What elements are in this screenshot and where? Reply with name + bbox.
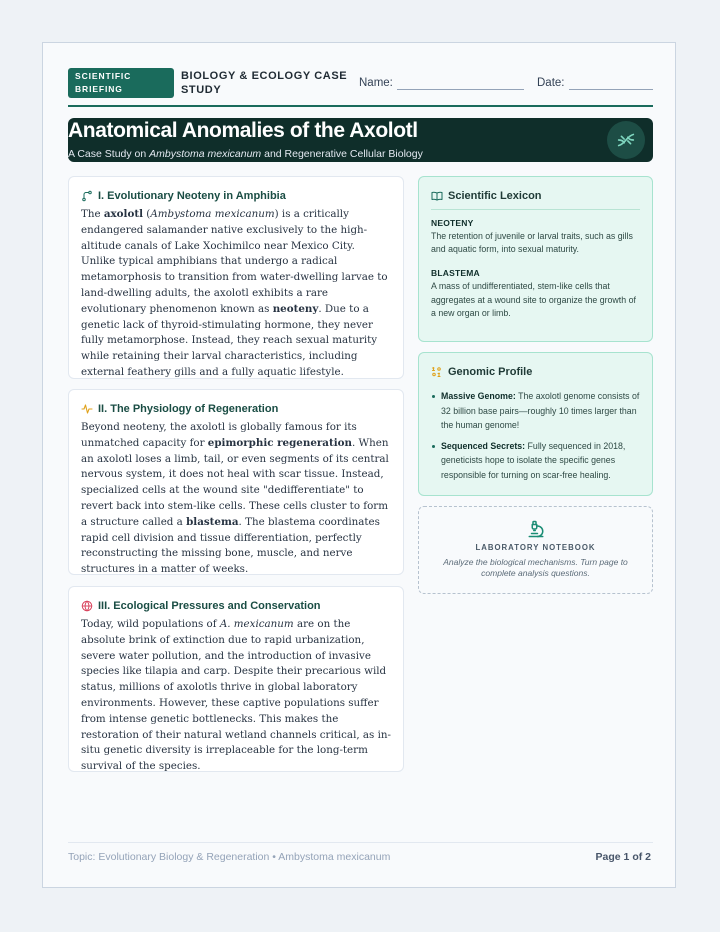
branch-icon (81, 190, 93, 202)
section-regeneration (68, 389, 404, 575)
item-label: Sequenced Secrets: (441, 440, 526, 451)
section-body (81, 617, 391, 775)
lexicon-heading-text: Scientific Lexicon (448, 190, 542, 202)
list-item (441, 439, 640, 483)
body-text: . The blastema coordinates rapid cell division and tissue differentiation, perfectly reconstructing the missing bone, muscle, and nerve structures in a matter of weeks. (81, 515, 380, 576)
lexicon-entry (431, 218, 640, 256)
lexicon-entry (431, 268, 640, 320)
subtitle-species: Ambystoma mexicanum (149, 148, 262, 160)
item-text: The axolotl genome consists of 32 billion base pairs—roughly 10 times larger than the human genome! (441, 391, 640, 431)
body-italic: A. mexicanum (219, 618, 294, 630)
microscope-icon (527, 520, 545, 538)
lab-notebook-callout (418, 506, 653, 594)
subject-label: BIOLOGY & ECOLOGY CASE STUDY (181, 70, 348, 96)
genomic-heading-text: Genomic Profile (448, 366, 533, 378)
footer-divider (68, 842, 653, 843)
dna-icon (607, 121, 645, 159)
briefing-badge: SCIENTIFIC BRIEFING (68, 68, 174, 98)
lexicon-term: NEOTENY (431, 218, 474, 228)
body-text: ( (143, 208, 151, 220)
book-icon (431, 190, 443, 202)
section-body (81, 207, 391, 381)
pulse-icon (81, 403, 93, 415)
section-body (81, 420, 391, 578)
item-text: Fully sequenced in 2018, geneticists hope to isolate the specific genes responsible for turning on scar-free healing. (441, 440, 626, 480)
genomic-heading (431, 365, 640, 379)
lexicon-divider (431, 209, 640, 210)
section-heading (81, 189, 391, 203)
header (68, 68, 653, 106)
body-text: The (81, 208, 104, 220)
body-bold: neoteny (272, 302, 319, 315)
page-number: Page 1 of 2 (595, 851, 651, 863)
body-bold: blastema (186, 515, 239, 528)
subtitle-prefix: A Case Study on (68, 148, 150, 160)
section-neoteny (68, 176, 404, 379)
page-title: Anatomical Anomalies of the Axolotl (68, 119, 418, 142)
body-bold: epimorphic regeneration (207, 436, 352, 449)
date-label: Date: (537, 77, 565, 89)
lexicon-heading (431, 189, 640, 203)
section-heading-text: III. Ecological Pressures and Conservation (98, 600, 321, 612)
body-text: . Due to a genetic lack of thyroid-stimulating hormone, they never fully metamorphose. Instead, they reach sexual maturity while retaining their larval characteristics, including external feathery gills and a fully aquatic lifestyle. (81, 302, 378, 378)
body-text: ) is a critically endangered salamander native exclusively to the high-altitude canals of Lake Xochimilco near Mexico City. Unlike typical amphibians that undergo a radical metamorphosis to transition from water-dwelling larvae to land-dwelling adults, the axolotl exhibits a rare evolutionary phenomenon known as (81, 208, 388, 315)
body-bold: axolotl (103, 208, 144, 220)
section-heading-text: II. The Physiology of Regeneration (98, 403, 279, 415)
body-italic: Ambystoma mexicanum (150, 208, 275, 220)
body-text: are on the absolute brink of extinction due to rapid urbanization, severe water pollution, and the introduction of invasive species like tilapia and carp. Despite their precarious wild status, millions of axolotls thrive in global laboratory environments. However, these captive populations suffer from intense genetic bottlenecks. This makes the restoration of their natural wetland channels critical, as in-situ genetic diversity is irreplaceable for the long-term survival of the species. (81, 618, 392, 773)
list-item (441, 389, 640, 433)
body-text: Today, wild populations of (81, 618, 220, 630)
body-text: Beyond neoteny, the axolotl is globally famous for its unmatched capacity for (81, 421, 357, 449)
genomic-panel (418, 352, 653, 496)
page-subtitle (68, 148, 423, 160)
name-label: Name: (359, 77, 393, 89)
worksheet-page (42, 42, 676, 888)
subtitle-suffix: and Regenerative Cellular Biology (261, 148, 423, 160)
notebook-text: Analyze the biological mechanisms. Turn page to complete analysis questions. (443, 557, 628, 578)
section-heading (81, 402, 391, 416)
body-text: . When an axolotl loses a limb, tail, or even segments of its central nervous system, it does not heal with scar tissue. Instead, specialized cells at the wound site "dedifferentiate" to revert back into stem-like cells. These cells cluster to form a structure called a (81, 436, 389, 528)
footer-topic: Topic: Evolutionary Biology & Regeneration • Ambystoma mexicanum (68, 851, 391, 863)
lexicon-panel (418, 176, 653, 342)
section-heading (81, 599, 391, 613)
genome-icon (431, 366, 443, 378)
section-conservation (68, 586, 404, 772)
genomic-list (431, 389, 640, 483)
header-divider (68, 105, 653, 107)
section-heading-text: I. Evolutionary Neoteny in Amphibia (98, 190, 286, 202)
date-field[interactable] (569, 89, 653, 90)
name-field[interactable] (397, 89, 524, 90)
item-label: Massive Genome: (441, 391, 516, 401)
title-banner (68, 118, 653, 162)
lexicon-definition: A mass of undifferentiated, stem-like cells that aggregates at a wound site to organize the growth of a new organ or limb. (431, 281, 636, 318)
notebook-title: LABORATORY NOTEBOOK (475, 543, 596, 552)
globe-icon (81, 600, 93, 612)
lexicon-term: BLASTEMA (431, 268, 480, 279)
lexicon-definition: The retention of juvenile or larval traits, such as gills and aquatic form, into sexual maturity. (431, 231, 633, 255)
